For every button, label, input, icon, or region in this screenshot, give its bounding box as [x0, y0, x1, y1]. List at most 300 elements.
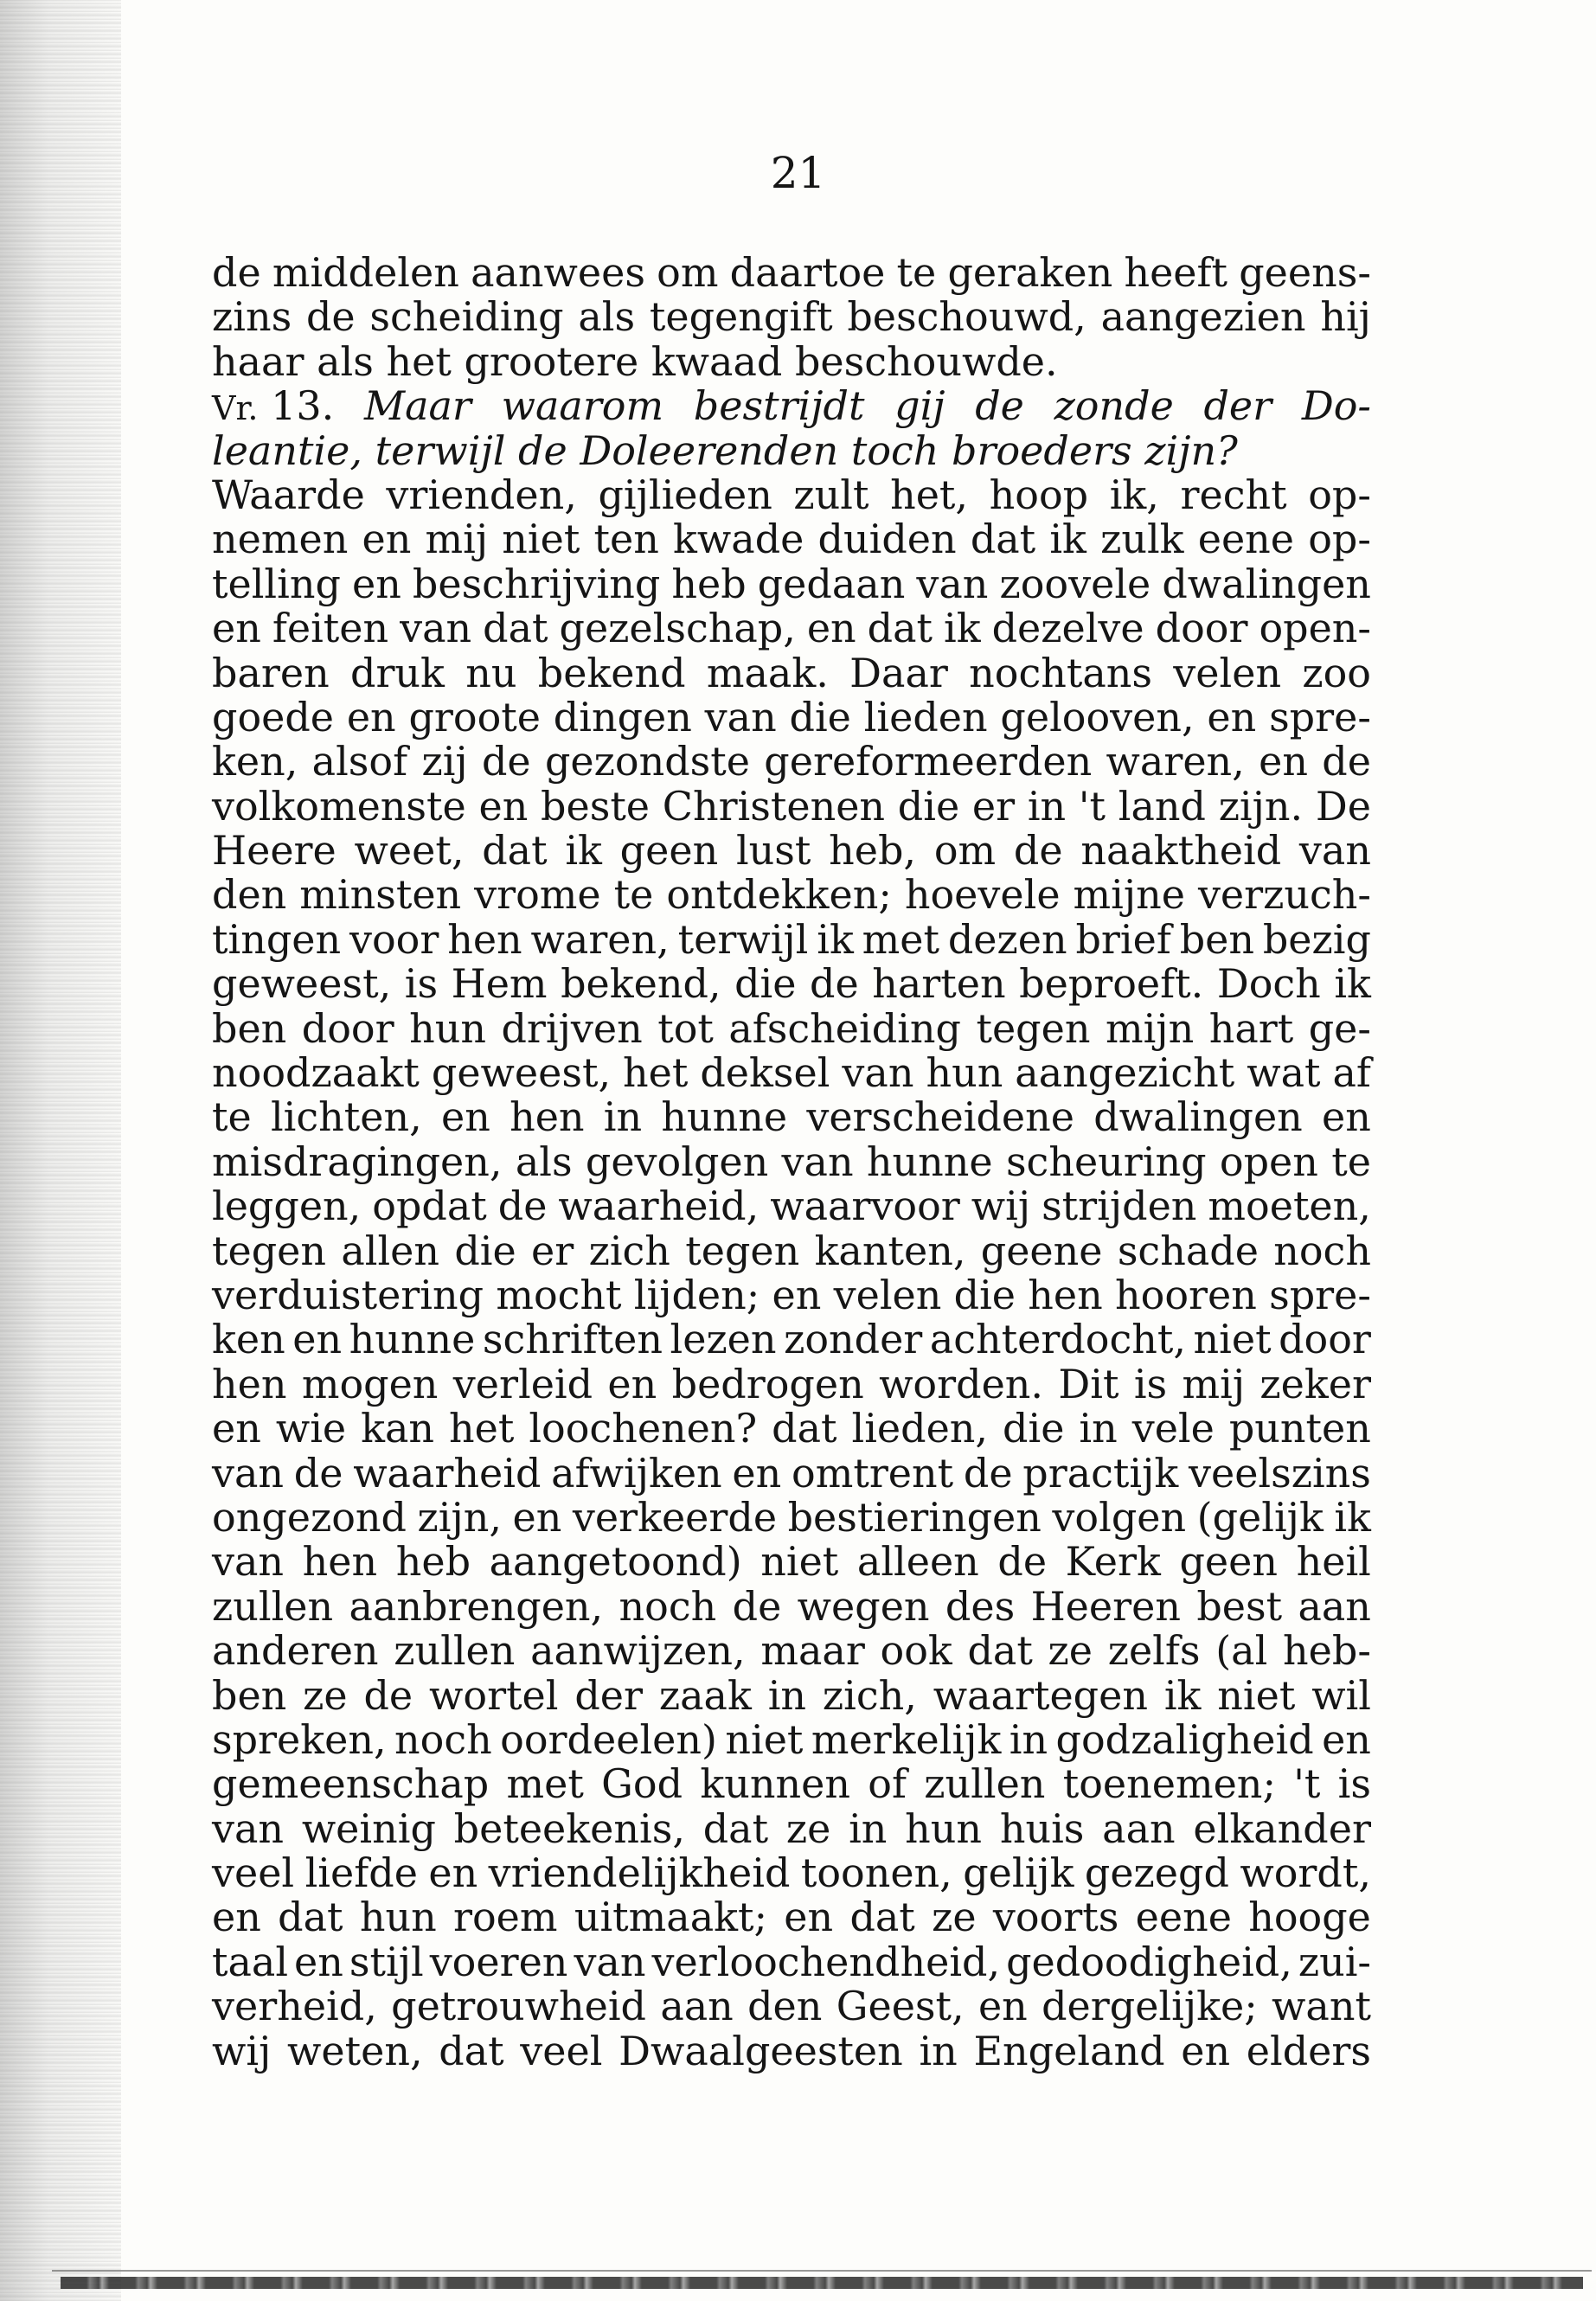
- word: dat: [867, 605, 933, 652]
- word: eene: [1197, 516, 1295, 563]
- text-line: [212, 1984, 1371, 2029]
- word: zonder: [784, 1316, 923, 1363]
- word: waartegen: [933, 1671, 1148, 1719]
- word: niet: [725, 1715, 804, 1763]
- word: is: [404, 960, 439, 1008]
- word: 't: [1078, 782, 1106, 830]
- word: brief: [1075, 915, 1171, 963]
- question-line-2: [212, 426, 1371, 474]
- word: zich: [588, 1227, 670, 1274]
- word: (al: [1215, 1627, 1268, 1675]
- word: dat: [483, 605, 548, 652]
- word: noch: [1273, 1227, 1371, 1274]
- word: Christenen: [662, 782, 886, 830]
- word: veelszins: [1188, 1449, 1371, 1497]
- word: mij: [425, 516, 489, 563]
- word: en: [607, 1360, 657, 1407]
- word: telling: [212, 560, 341, 607]
- word: Doleerenden: [580, 426, 839, 474]
- word: druk: [350, 649, 445, 696]
- word: anderen: [212, 1627, 379, 1675]
- word: Heere: [212, 827, 337, 875]
- word: zelfs: [1107, 1627, 1201, 1675]
- word: hun: [905, 1804, 983, 1852]
- word: van: [212, 1804, 285, 1852]
- word: niet: [1193, 1316, 1272, 1363]
- word: zulk: [1100, 516, 1184, 563]
- word: broeders: [952, 426, 1132, 474]
- word: en: [294, 1938, 343, 1985]
- word: ontdekken;: [666, 871, 892, 919]
- word: zullen: [924, 1760, 1046, 1808]
- word: volkomenste: [212, 782, 466, 830]
- word: gereformeerden: [764, 738, 1093, 785]
- word: noch: [619, 1582, 717, 1630]
- word: geene: [980, 1227, 1103, 1274]
- word: niet: [760, 1538, 839, 1586]
- word: er: [971, 782, 1016, 830]
- word: ge-: [1308, 1004, 1371, 1052]
- word: terwijl: [375, 426, 506, 474]
- word: ongezond: [212, 1493, 407, 1541]
- word: ze: [785, 1804, 831, 1852]
- word: en: [1259, 738, 1308, 785]
- text-line: [212, 1804, 1371, 1852]
- word: aangetoond): [489, 1538, 742, 1586]
- word: lieden: [863, 693, 988, 740]
- word: dat: [702, 1804, 769, 1852]
- word: ten: [593, 516, 659, 563]
- word: liefde: [304, 1849, 418, 1897]
- word: bestrijdt: [693, 382, 865, 430]
- word: dezen: [947, 915, 1067, 963]
- word: weet,: [354, 827, 465, 875]
- word: velen: [833, 1271, 942, 1318]
- word: des: [945, 1582, 1016, 1630]
- bottom-scan-edge-thin: [52, 2270, 1592, 2272]
- word: waren,: [1106, 738, 1245, 785]
- word: vele: [1131, 1405, 1215, 1452]
- word: die: [897, 782, 960, 830]
- word: moeten,: [1208, 1183, 1371, 1230]
- word: door: [301, 1004, 394, 1052]
- word: wortel: [429, 1671, 559, 1719]
- word: dat: [482, 827, 548, 875]
- text-line: [212, 295, 1371, 339]
- word: vrome: [474, 871, 601, 919]
- word: ik: [1163, 1671, 1202, 1719]
- word: van: [574, 1938, 646, 1985]
- word: waarheid,: [558, 1183, 760, 1230]
- word: gemeenschap: [212, 1760, 490, 1808]
- word: oordeelen): [500, 1715, 717, 1763]
- word: hunne: [349, 1316, 476, 1363]
- word: duiden: [817, 516, 957, 563]
- word: in: [919, 2027, 958, 2074]
- word: hoevele: [904, 871, 1061, 919]
- word: leggen,: [212, 1183, 362, 1230]
- word: als: [317, 337, 374, 385]
- word: gij: [894, 382, 945, 430]
- word: scheuring: [1005, 1138, 1207, 1185]
- word: Kerk: [1065, 1538, 1161, 1586]
- text-line: [212, 829, 1371, 873]
- word: of: [868, 1760, 907, 1808]
- word: Engeland: [973, 2027, 1165, 2074]
- word: kanten,: [814, 1227, 966, 1274]
- word: heeft: [1124, 249, 1228, 296]
- word: middelen: [272, 249, 459, 296]
- text-line: [212, 251, 1371, 295]
- word: wij: [212, 2027, 272, 2074]
- word: eene: [1135, 1894, 1232, 1941]
- word: en: [478, 782, 529, 830]
- word: zoovele: [999, 560, 1151, 607]
- text-line: [212, 695, 1371, 740]
- word: op-: [1308, 471, 1371, 518]
- word: ben: [1179, 915, 1254, 963]
- word: gedaan: [757, 560, 906, 607]
- word: wegen: [797, 1582, 930, 1630]
- word: verheid,: [212, 1983, 377, 2030]
- paragraph-2: [212, 473, 1371, 2073]
- word: de: [363, 1671, 413, 1719]
- word: de: [481, 738, 531, 785]
- word: lichten,: [270, 1093, 422, 1141]
- word: ken: [212, 1316, 285, 1363]
- word: ik: [944, 605, 981, 652]
- word: mocht: [496, 1271, 622, 1318]
- word: en: [1322, 1093, 1371, 1141]
- word: zullen: [212, 1582, 334, 1630]
- word: hen: [1028, 1271, 1103, 1318]
- word: ook: [880, 1627, 952, 1675]
- word: wordt,: [1240, 1849, 1371, 1897]
- word: zult: [793, 471, 869, 518]
- word: om: [657, 249, 719, 296]
- word: Dit: [1058, 1360, 1119, 1407]
- word: om: [933, 827, 997, 875]
- word: hun: [359, 1894, 437, 1941]
- word: minsten: [299, 871, 462, 919]
- word: noch: [394, 1715, 492, 1763]
- word: tegen: [976, 1004, 1091, 1052]
- word: en: [362, 516, 412, 563]
- word: dat: [439, 2027, 504, 2074]
- text-line: [212, 782, 1371, 830]
- word: Maar: [363, 382, 471, 430]
- word: nochtans: [969, 649, 1153, 696]
- word: roem: [453, 1894, 558, 1941]
- word: allen: [341, 1227, 440, 1274]
- word: van: [781, 1138, 854, 1185]
- word: opdat: [372, 1183, 487, 1230]
- text-line: [212, 1940, 1371, 1984]
- word: uitmaakt;: [574, 1894, 767, 1941]
- word: niet: [1217, 1671, 1296, 1719]
- word: zich,: [822, 1671, 917, 1719]
- word: door: [1155, 605, 1248, 652]
- word: hunne: [866, 1138, 993, 1185]
- word: heb: [395, 1538, 471, 1586]
- text-line: [212, 1895, 1371, 1939]
- word: en: [1181, 2027, 1231, 2074]
- question-label-text: Vr.: [212, 389, 259, 428]
- word: in: [1027, 782, 1067, 830]
- word: en: [512, 1493, 562, 1541]
- word: en: [346, 693, 396, 740]
- word: zullen: [394, 1627, 516, 1675]
- word: toenemen;: [1062, 1760, 1276, 1808]
- word: hen: [212, 1360, 287, 1407]
- word: gijlieden: [598, 471, 772, 518]
- word: dezelve: [991, 605, 1144, 652]
- word: weinig: [301, 1804, 436, 1852]
- word: naaktheid: [1080, 827, 1282, 875]
- word: de: [1322, 738, 1371, 785]
- word: vriendelijkheid: [488, 1849, 791, 1897]
- word: stijl: [349, 1938, 424, 1985]
- text-line: [212, 1629, 1371, 1673]
- text-line: [212, 517, 1371, 561]
- bottom-scan-edge: [61, 2277, 1583, 2289]
- word: te: [896, 249, 937, 296]
- word: zonde: [1054, 382, 1174, 430]
- word: die: [454, 1227, 516, 1274]
- word: de: [732, 1582, 782, 1630]
- word: want: [1272, 1983, 1371, 2030]
- word: zijn.: [1218, 782, 1304, 830]
- word: zijn,: [417, 1493, 502, 1541]
- word: tegen: [212, 1227, 327, 1274]
- word: heb-: [1283, 1627, 1371, 1675]
- word: wat: [1247, 1049, 1321, 1097]
- text-line: [212, 1540, 1371, 1584]
- text-line: [212, 337, 1371, 385]
- word: gezondste: [544, 738, 750, 785]
- word: beste: [541, 782, 651, 830]
- word: dwalingen: [1093, 1093, 1303, 1141]
- word: hun: [926, 1049, 1003, 1097]
- word: Geest,: [836, 1983, 965, 2030]
- word: van: [1298, 827, 1371, 875]
- word: verzuch-: [1197, 871, 1371, 919]
- word: op-: [1308, 516, 1371, 563]
- word: van: [704, 693, 777, 740]
- word: punten: [1228, 1405, 1371, 1452]
- word: beschouwd,: [847, 293, 1086, 341]
- word: godzaligheid: [1055, 1715, 1314, 1763]
- word: gelijk: [963, 1849, 1074, 1897]
- word: bezig: [1262, 915, 1371, 963]
- word: dat: [967, 1627, 1033, 1675]
- word: hoop: [989, 471, 1089, 518]
- word: en: [1322, 1715, 1371, 1763]
- word: der: [1203, 382, 1272, 430]
- word: huis: [999, 1804, 1085, 1852]
- text-line: [212, 1317, 1371, 1362]
- text-line: [212, 2029, 1371, 2073]
- word: God: [601, 1760, 683, 1808]
- word: in: [1079, 1405, 1118, 1452]
- word: verleid: [452, 1360, 593, 1407]
- word: daartoe: [729, 249, 886, 296]
- word: volgen: [1052, 1493, 1187, 1541]
- word: bestieringen: [787, 1493, 1042, 1541]
- word: de: [293, 1449, 343, 1497]
- word: het,: [890, 471, 969, 518]
- word: in: [767, 1671, 807, 1719]
- word: van: [400, 605, 472, 652]
- word: taal: [212, 1938, 289, 1985]
- word: weten,: [287, 2027, 423, 2074]
- word: tegengift: [649, 293, 833, 341]
- word: geens-: [1239, 249, 1371, 296]
- text-line: [212, 1273, 1371, 1317]
- word: de: [975, 382, 1024, 430]
- word: 't: [1293, 1760, 1321, 1808]
- word: gezelschap,: [559, 605, 796, 652]
- word: practijk: [1022, 1449, 1179, 1497]
- word: bekend,: [561, 960, 721, 1008]
- word: ben: [212, 1671, 287, 1719]
- word: tingen: [212, 915, 342, 963]
- word: met: [506, 1760, 584, 1808]
- word: waarom: [501, 382, 664, 430]
- word: met: [862, 915, 939, 963]
- word: kwaad: [651, 337, 783, 385]
- word: feiten: [272, 605, 389, 652]
- word: aanwijzen,: [530, 1627, 746, 1675]
- word: den: [747, 1983, 823, 2030]
- text-line: [212, 473, 1371, 517]
- text-line: [212, 1051, 1371, 1095]
- word: en: [212, 1894, 261, 1941]
- body-text: [212, 251, 1371, 2073]
- word: lezen: [670, 1316, 777, 1363]
- word: Hem: [451, 960, 548, 1008]
- paragraph-1: [212, 251, 1371, 384]
- word: maak.: [706, 649, 829, 696]
- text-line: [212, 1407, 1371, 1451]
- word: het: [449, 1405, 515, 1452]
- word: gedoodigheid,: [1006, 1938, 1292, 1985]
- word: ik: [565, 827, 602, 875]
- word: elkander: [1193, 1804, 1371, 1852]
- word: schade: [1117, 1227, 1259, 1274]
- word: niet: [502, 516, 580, 563]
- text-line: [212, 1004, 1371, 1052]
- word: nu: [465, 649, 517, 696]
- word: vrienden,: [386, 471, 577, 518]
- word: hen: [510, 1093, 585, 1141]
- word: kwade: [673, 516, 804, 563]
- word: en: [212, 1405, 261, 1452]
- word: in: [1009, 1715, 1048, 1763]
- text-line: [212, 1582, 1371, 1630]
- word: beschrijving: [412, 560, 661, 607]
- word: dat: [970, 516, 1036, 563]
- question-line-1: [212, 384, 1371, 428]
- word: omtrent: [792, 1449, 954, 1497]
- word: dergelijke;: [1042, 1983, 1258, 2030]
- word: harten: [872, 960, 1006, 1008]
- word: te: [613, 871, 654, 919]
- word: lieden,: [851, 1405, 989, 1452]
- word: zaak: [658, 1671, 752, 1719]
- word: ze: [932, 1894, 977, 1941]
- word: spreken,: [212, 1715, 387, 1763]
- word: in: [603, 1093, 643, 1141]
- word: zeker: [1259, 1360, 1371, 1407]
- text-line: [212, 1449, 1371, 1497]
- text-line: [212, 1762, 1371, 1806]
- word: die: [1003, 1405, 1065, 1452]
- word: alleen: [856, 1538, 979, 1586]
- word: bedrogen: [671, 1360, 864, 1407]
- word: lust: [735, 827, 811, 875]
- word: zui-: [1298, 1938, 1371, 1985]
- word: ze: [303, 1671, 348, 1719]
- word: mij: [1182, 1360, 1246, 1407]
- word: waarheid: [353, 1449, 542, 1497]
- word: tot: [657, 1004, 714, 1052]
- word: verkeerde: [572, 1493, 778, 1541]
- word: Waarde: [212, 471, 365, 518]
- word: drijven: [501, 1004, 643, 1052]
- word: de: [212, 249, 261, 296]
- word: recht: [1180, 471, 1287, 518]
- word: schriften: [482, 1316, 663, 1363]
- word: aangezicht: [1015, 1049, 1235, 1097]
- word: open: [1219, 1138, 1318, 1185]
- word: misdragingen,: [212, 1138, 503, 1185]
- word: kunnen: [700, 1760, 850, 1808]
- word: zijn?: [1144, 426, 1238, 474]
- word: af: [1332, 1049, 1371, 1097]
- word: heb: [671, 560, 747, 607]
- word: aangezien: [1100, 293, 1306, 341]
- text-line: [212, 1140, 1371, 1184]
- word: ik: [817, 915, 854, 963]
- word: gevolgen: [585, 1138, 769, 1185]
- word: en: [212, 605, 261, 652]
- word: getrouwheid: [391, 1983, 646, 2030]
- word: deksel: [700, 1049, 830, 1097]
- word: haar: [212, 337, 304, 385]
- word: spre-: [1269, 1271, 1371, 1318]
- word: elders: [1246, 2027, 1371, 2074]
- word: waren,: [530, 915, 670, 963]
- word: veel: [520, 2027, 603, 2074]
- word: voeren: [429, 1938, 568, 1985]
- word: hart: [1208, 1004, 1294, 1052]
- word: als: [578, 293, 636, 341]
- word: geraken: [947, 249, 1113, 296]
- word: die: [734, 960, 797, 1008]
- word: dwalingen: [1162, 560, 1371, 607]
- word: velen: [1173, 649, 1282, 696]
- word: door: [1279, 1316, 1371, 1363]
- word: bekend: [537, 649, 686, 696]
- word: ze: [1048, 1627, 1093, 1675]
- word: toch: [850, 426, 939, 474]
- word: nemen: [212, 516, 349, 563]
- word: Daar: [849, 649, 948, 696]
- word: en: [440, 1093, 490, 1141]
- word: lijden;: [633, 1271, 760, 1318]
- text-line: [212, 915, 1371, 963]
